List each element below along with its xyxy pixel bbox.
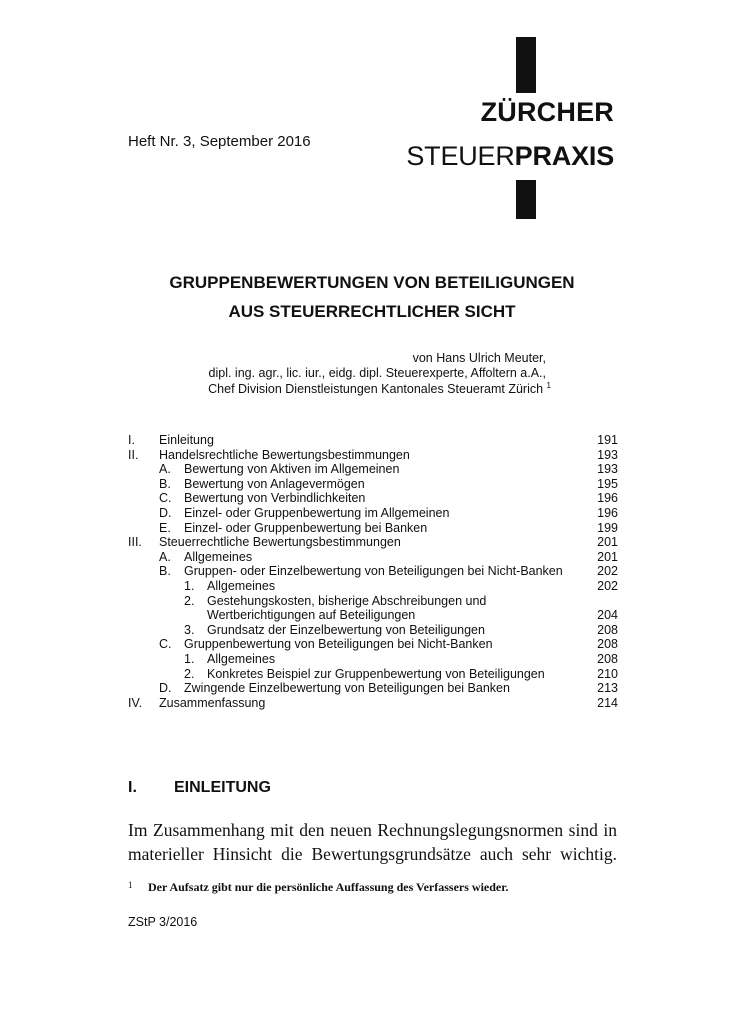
toc-entry[interactable] [128,550,618,565]
journal-brand-line1: ZÜRCHER [480,97,614,127]
toc-entry[interactable] [128,448,618,463]
toc-page: 202 [597,564,618,579]
toc-number: A. [159,462,171,477]
toc-page: 196 [597,505,618,520]
section-title: EINLEITUNG [174,779,271,796]
toc-page: 208 [597,637,618,652]
toc-text: Gruppen- oder Einzelbewertung von Beteiligungen bei Nicht-Banken [184,564,563,579]
toc-number: 1. [184,578,195,593]
toc-number: C. [159,637,172,652]
toc-number: A. [159,549,171,564]
toc-text: Konkretes Beispiel zur Gruppenbewertung von Beteiligungen [207,666,545,681]
toc-entry[interactable] [128,433,618,448]
toc-number: I. [128,433,135,447]
body-line: Im Zusammenhang mit den neuen Rechnungslegungsnormen sind in [128,820,617,840]
toc-text: Bewertung von Verbindlichkeiten [184,491,366,506]
toc-text: Einzel- oder Gruppenbewertung im Allgemeinen [184,505,450,520]
toc-number: IV. [128,695,143,710]
toc-page: 195 [597,476,618,491]
journal-brand-line2 [354,141,614,172]
article-title-line1: GRUPPENBEWERTUNGEN VON BETEILIGUNGEN [169,273,575,292]
toc-text: Gruppenbewertung von Beteiligungen bei Nicht-Banken [184,637,493,652]
toc-number: III. [128,535,142,550]
toc-entry[interactable] [128,521,618,536]
body-line: materieller Hinsicht die Bewertungsgrundsätze auch sehr wichtig. [128,844,617,864]
toc-text: Allgemeines [207,651,276,666]
toc-text: Grundsatz der Einzelbewertung von Beteiligungen [207,622,485,637]
toc-entry[interactable] [128,564,618,579]
toc-page: 208 [597,651,618,666]
logo-bar-bottom [516,180,536,219]
toc-entry[interactable] [128,637,618,652]
toc-entry[interactable] [128,667,618,682]
toc-number: 2. [184,593,195,608]
toc-entry[interactable] [128,579,618,594]
logo-bar-top [516,37,536,93]
toc-entry[interactable] [128,681,618,696]
toc-page: 214 [597,695,618,710]
toc-entry[interactable] [128,506,618,521]
article-title-line2: AUS STEUERRECHTLICHER SICHT [228,302,516,321]
toc-text: Zwingende Einzelbewertung von Beteiligungen bei Banken [184,681,510,696]
author-name: von Hans Ulrich Meuter, [412,351,546,365]
toc-text: Zusammenfassung [159,695,266,710]
page-footer: ZStP 3/2016 [128,915,198,929]
toc-page: 191 [597,433,618,447]
toc-text: Handelsrechtliche Bewertungsbestimmungen [159,447,410,462]
toc-page: 193 [597,462,618,477]
toc-number: D. [159,505,172,520]
author-credentials: dipl. ing. agr., lic. iur., eidg. dipl. Steuerexperte, Affoltern a.A., [208,366,546,380]
toc-entry[interactable] [128,491,618,506]
toc-text: Steuerrechtliche Bewertungsbestimmungen [159,535,401,550]
toc-entry-continuation[interactable] [128,608,618,623]
brand-bold-word: PRAXIS [514,141,614,171]
toc-number: B. [159,476,171,491]
toc-number: II. [128,447,139,462]
toc-number: 3. [184,622,195,637]
toc-text: Allgemeines [207,578,276,593]
body-paragraph [128,818,617,866]
toc-number: C. [159,491,172,506]
toc-entry[interactable] [128,696,618,711]
author-position [208,381,551,396]
toc-text: Gestehungskosten, bisherige Abschreibungen und [207,593,487,608]
toc-page: 201 [597,535,618,550]
toc-text: Bewertung von Aktiven im Allgemeinen [184,462,400,477]
toc-page: 201 [597,549,618,564]
toc-entry[interactable] [128,652,618,667]
toc-entry[interactable] [128,623,618,638]
toc-text: Allgemeines [184,549,253,564]
footnote-text: Der Aufsatz gibt nur die persönliche Auffassung des Verfassers wieder. [148,880,509,894]
toc-number: 2. [184,666,195,681]
toc-page: 213 [597,681,618,696]
section-number: I. [128,779,137,796]
footnote-reference[interactable]: 1 [546,381,551,390]
toc-text: Einzel- oder Gruppenbewertung bei Banken [184,520,428,535]
section-heading [128,779,271,797]
toc-entry[interactable] [128,594,618,609]
brand-light-word: STEUER [406,141,515,171]
toc-page: 210 [597,666,618,681]
issue-info: Heft Nr. 3, September 2016 [128,133,311,150]
toc-text: Bewertung von Anlagevermögen [184,476,365,491]
toc-page: 202 [597,578,618,593]
toc-number: 1. [184,651,195,666]
toc-number: B. [159,564,171,579]
toc-page: 204 [597,608,618,623]
toc-number: D. [159,681,172,696]
toc-page: 199 [597,520,618,535]
toc-entry[interactable] [128,462,618,477]
toc-number: E. [159,520,171,535]
footnote-mark: 1 [128,880,133,890]
toc-entry[interactable] [128,477,618,492]
toc-text: Einleitung [159,433,214,447]
toc-page: 196 [597,491,618,506]
table-of-contents [128,433,618,710]
toc-text: Wertberichtigungen auf Beteiligungen [207,608,416,623]
toc-page: 193 [597,447,618,462]
footnote [128,880,508,895]
author-position-text: Chef Division Dienstleistungen Kantonales Steueramt Zürich [208,382,544,397]
toc-entry[interactable] [128,535,618,550]
toc-page: 208 [597,622,618,637]
